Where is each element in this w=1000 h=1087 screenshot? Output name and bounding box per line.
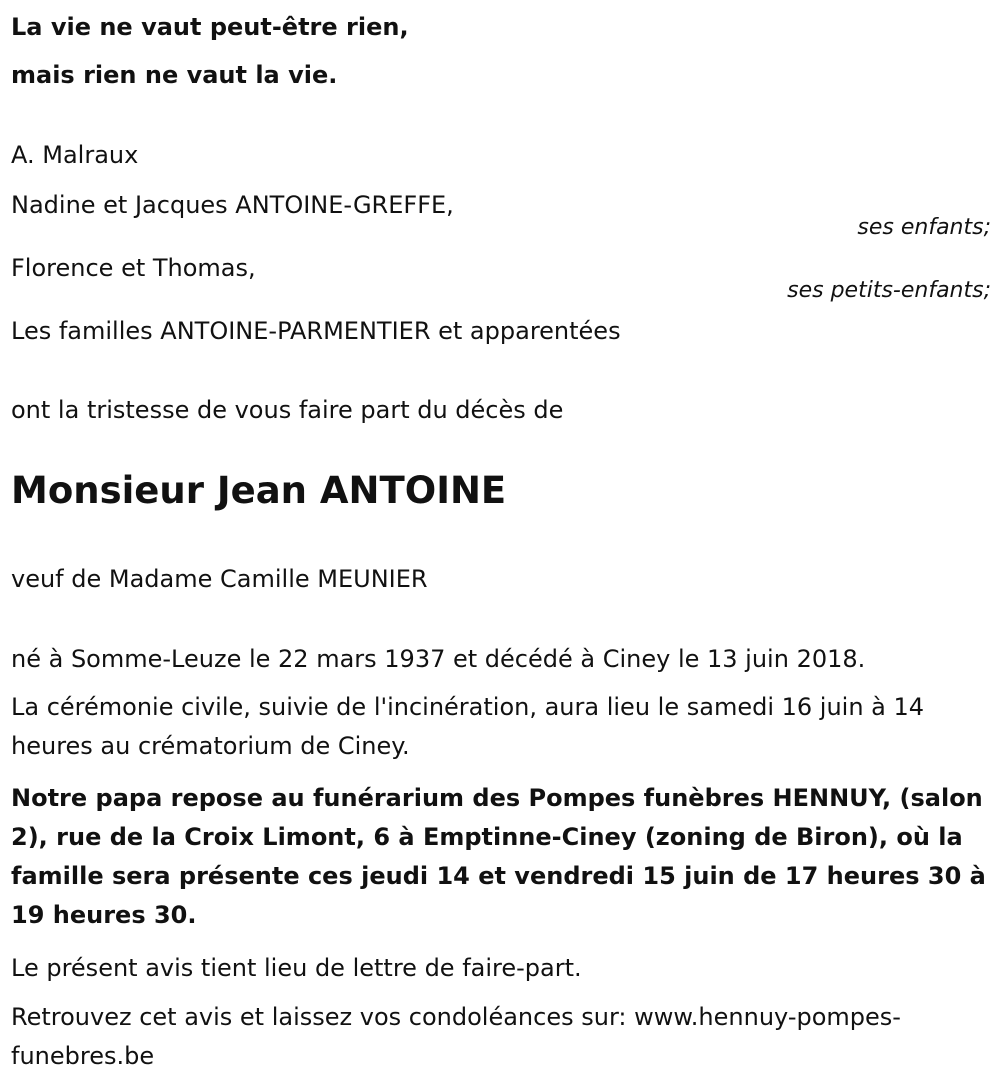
grandchildren-names: Florence et Thomas, bbox=[11, 254, 256, 282]
grandchildren-role: ses petits-enfants; bbox=[787, 278, 991, 303]
children-names: Nadine et Jacques ANTOINE-GREFFE, bbox=[11, 191, 454, 219]
quote-line-1: La vie ne vaut peut-être rien, bbox=[11, 13, 409, 41]
visitation-details: Notre papa repose au funérarium des Pompes funèbres HENNUY, (salon 2), rue de la Croix Limont, 6 à Emptinne-Ciney (zoning de Biron), où la famille sera présente ces jeudi 14 et vendredi 15 juin de 17 heures 30 à 19 heures 30. bbox=[11, 784, 986, 929]
ceremony-details: La cérémonie civile, suivie de l'incinération, aura lieu le samedi 16 juin à 14 heures au crématorium de Ciney. bbox=[11, 693, 925, 760]
announcement-text: ont la tristesse de vous faire part du décès de bbox=[11, 396, 564, 424]
widower-of: veuf de Madame Camille MEUNIER bbox=[11, 565, 428, 593]
deceased-name: Monsieur Jean ANTOINE bbox=[11, 469, 507, 512]
quote-author: A. Malraux bbox=[11, 141, 139, 169]
birth-death-dates: né à Somme-Leuze le 22 mars 1937 et décédé à Ciney le 13 juin 2018. bbox=[11, 645, 866, 673]
quote-line-2: mais rien ne vaut la vie. bbox=[11, 61, 338, 89]
condolences-link: Retrouvez cet avis et laissez vos condoléances sur: www.hennuy-pompes-funebres.be bbox=[11, 1003, 901, 1070]
children-role: ses enfants; bbox=[857, 215, 991, 240]
notice-statement: Le présent avis tient lieu de lettre de faire-part. bbox=[11, 954, 582, 982]
families-names: Les familles ANTOINE-PARMENTIER et apparentées bbox=[11, 317, 621, 345]
